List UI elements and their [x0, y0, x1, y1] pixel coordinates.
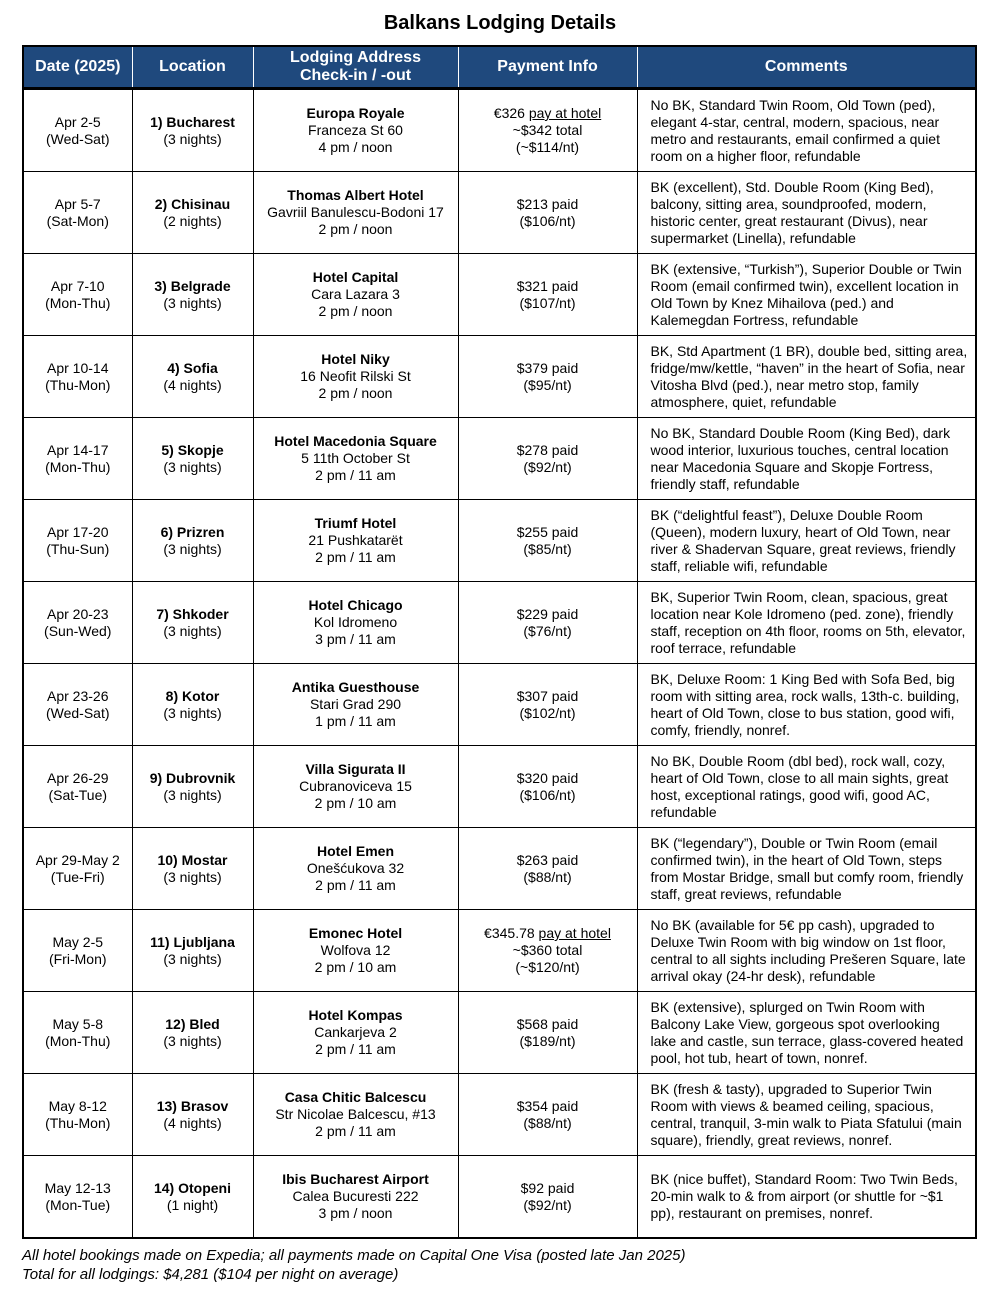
- lodging-cell: [253, 254, 458, 336]
- date-cell: [24, 336, 132, 418]
- hotel-address: Cankarjeva 2: [314, 1024, 397, 1040]
- checkin-checkout: 1 pm / 11 am: [315, 713, 396, 729]
- checkin-checkout: 2 pm / 10 am: [314, 795, 397, 811]
- payment-detail: ($189/nt): [519, 1032, 576, 1049]
- nights-count: (3 nights): [163, 294, 222, 311]
- weekday-range: (Mon-Tue): [45, 1196, 111, 1213]
- table-row: [24, 336, 975, 418]
- payment-cell: [458, 254, 637, 336]
- hotel-address: Stari Grad 290: [309, 696, 402, 712]
- nights-count: (1 night): [166, 1196, 219, 1213]
- hotel-address: Calea Bucuresti 222: [292, 1188, 419, 1204]
- weekday-range: (Wed-Sat): [45, 130, 110, 147]
- pay-at-hotel-note: pay at hotel: [538, 925, 611, 941]
- date-cell: [24, 746, 132, 828]
- payment-cell: [458, 418, 637, 500]
- location-name: 10) Mostar: [157, 851, 228, 868]
- date-range: May 2-5: [52, 933, 104, 950]
- header-lodging: [253, 47, 458, 89]
- date-cell: [24, 254, 132, 336]
- payment-detail: ($107/nt): [519, 294, 576, 311]
- payment-detail: ($106/nt): [519, 786, 576, 803]
- hotel-address: 5 11th October St: [301, 450, 410, 466]
- weekday-range: (Sat-Tue): [48, 786, 108, 803]
- payment-amount-line: [463, 105, 633, 122]
- table-row: [24, 254, 975, 336]
- table-row: [24, 664, 975, 746]
- location-cell: [132, 828, 253, 910]
- payment-amount-line: [463, 524, 633, 541]
- payment-amount-line: [463, 770, 633, 787]
- lodging-cell: [253, 828, 458, 910]
- hotel-address: Kol Idromeno: [313, 614, 398, 630]
- location-cell: [132, 746, 253, 828]
- location-name: 5) Skopje: [161, 441, 224, 458]
- page-title: Balkans Lodging Details: [383, 12, 617, 34]
- location-cell: [132, 910, 253, 992]
- payment-detail: ($102/nt): [519, 704, 576, 721]
- date-cell: [24, 582, 132, 664]
- payment-amount-line: [463, 1098, 633, 1115]
- payment-amount: $278 paid: [516, 441, 579, 458]
- payment-cell: [458, 89, 637, 172]
- nights-count: (3 nights): [163, 868, 222, 885]
- header-date: Date (2025): [24, 47, 132, 89]
- comments-cell: No BK, Standard Twin Room, Old Town (ped), elegant 4-star, central, modern, spacious, near metro and restaurants, email confirmed a quiet room on a higher floor, refundable: [637, 89, 975, 172]
- lodging-cell: [253, 1074, 458, 1156]
- hotel-name: Casa Chitic Balcescu: [284, 1089, 427, 1105]
- payment-detail: ~$360 total: [512, 942, 583, 958]
- location-name: 11) Ljubljana: [150, 933, 235, 950]
- checkin-checkout: 3 pm / noon: [318, 1205, 393, 1221]
- location-cell: [132, 418, 253, 500]
- location-cell: [132, 500, 253, 582]
- date-range: Apr 20-23: [47, 605, 109, 622]
- payment-cell: [458, 172, 637, 254]
- lodging-cell: [253, 89, 458, 172]
- payment-amount: $320 paid: [516, 769, 579, 786]
- comments-cell: BK (nice buffet), Standard Room: Two Twin Beds, 20-min walk to & from airport (or shuttle for ~$1 pp), restaurant on premises, nonref.: [637, 1156, 975, 1238]
- payment-cell: [458, 746, 637, 828]
- hotel-address: Gavriil Banulescu-Bodoni 17: [267, 204, 444, 220]
- pay-at-hotel-note: pay at hotel: [528, 105, 602, 121]
- nights-count: (3 nights): [163, 786, 222, 803]
- footer-line-1: All hotel bookings made on Expedia; all payments made on Capital One Visa (posted late Jan 2025): [22, 1247, 686, 1264]
- date-cell: [24, 172, 132, 254]
- date-range: May 12-13: [44, 1179, 111, 1196]
- date-range: Apr 10-14: [47, 359, 109, 376]
- hotel-name: Hotel Macedonia Square: [274, 433, 437, 449]
- hotel-address: Cara Lazara 3: [311, 286, 400, 302]
- lodging-cell: [253, 910, 458, 992]
- weekday-range: (Mon-Thu): [45, 294, 111, 311]
- checkin-checkout: 2 pm / noon: [318, 385, 393, 401]
- table-row: [24, 89, 975, 172]
- comments-cell: BK (excellent), Std. Double Room (King Bed), balcony, sitting area, soundproofed, modern, historic center, great restaurant (Divus), near supermarket (Linella), refundable: [637, 172, 975, 254]
- payment-cell: [458, 582, 637, 664]
- location-cell: [132, 582, 253, 664]
- weekday-range: (Tue-Fri): [50, 868, 105, 885]
- nights-count: (3 nights): [163, 950, 222, 967]
- payment-amount: €326: [493, 105, 525, 121]
- hotel-name: Emonec Hotel: [308, 925, 403, 941]
- payment-detail: ($88/nt): [523, 868, 572, 885]
- nights-count: (2 nights): [163, 212, 222, 229]
- hotel-name: Triumf Hotel: [314, 515, 397, 531]
- table-row: [24, 500, 975, 582]
- payment-amount: €345.78: [484, 925, 535, 941]
- table-row: [24, 910, 975, 992]
- checkin-checkout: 2 pm / 11 am: [315, 877, 396, 893]
- checkin-checkout: 3 pm / 11 am: [315, 631, 396, 647]
- payment-amount: $213 paid: [516, 195, 579, 212]
- payment-detail: ($92/nt): [523, 1196, 572, 1213]
- lodging-cell: [253, 746, 458, 828]
- payment-cell: [458, 1074, 637, 1156]
- payment-detail: ($88/nt): [523, 1114, 572, 1131]
- date-cell: [24, 418, 132, 500]
- payment-amount-line: [463, 925, 633, 942]
- header-lodging-line1: Lodging Address: [290, 49, 421, 66]
- checkin-checkout: 2 pm / 11 am: [315, 1041, 396, 1057]
- date-cell: [24, 500, 132, 582]
- payment-detail: ~$342 total: [512, 122, 583, 138]
- hotel-name: Hotel Kompas: [308, 1007, 403, 1023]
- payment-amount: $229 paid: [516, 605, 579, 622]
- payment-per-night: (~$120/nt): [515, 959, 580, 975]
- date-range: Apr 26-29: [47, 769, 109, 786]
- table-row: [24, 828, 975, 910]
- hotel-address: Str Nicolae Balcescu, #13: [275, 1106, 436, 1122]
- checkin-checkout: 2 pm / noon: [318, 221, 393, 237]
- weekday-range: (Thu-Sun): [46, 540, 110, 557]
- payment-amount: $321 paid: [516, 277, 579, 294]
- hotel-address: Wolfova 12: [320, 942, 391, 958]
- payment-detail: ($92/nt): [523, 458, 572, 475]
- date-cell: [24, 992, 132, 1074]
- checkin-checkout: 2 pm / noon: [318, 303, 393, 319]
- checkin-checkout: 2 pm / 11 am: [315, 467, 396, 483]
- lodging-cell: [253, 418, 458, 500]
- lodging-cell: [253, 582, 458, 664]
- payment-cell: [458, 910, 637, 992]
- payment-amount: $307 paid: [516, 687, 579, 704]
- payment-amount-line: [463, 852, 633, 869]
- payment-amount: $568 paid: [516, 1015, 579, 1032]
- payment-amount-line: [463, 688, 633, 705]
- location-name: 1) Bucharest: [150, 113, 235, 130]
- hotel-name: Ibis Bucharest Airport: [282, 1171, 429, 1187]
- comments-cell: BK, Deluxe Room: 1 King Bed with Sofa Bed, big room with sitting area, rock walls, 13th-c. building, heart of Old Town, close to bus station, good wifi, comfy, friendly, nonref.: [637, 664, 975, 746]
- payment-amount-line: [463, 196, 633, 213]
- weekday-range: (Fri-Mon): [48, 950, 107, 967]
- location-cell: [132, 336, 253, 418]
- payment-cell: [458, 336, 637, 418]
- payment-amount-line: [463, 360, 633, 377]
- payment-amount: $379 paid: [516, 359, 579, 376]
- date-cell: [24, 664, 132, 746]
- comments-cell: No BK, Double Room (dbl bed), rock wall, cozy, heart of Old Town, close to all main sights, great host, exceptional ratings, good wifi, good AC, refundable: [637, 746, 975, 828]
- lodging-cell: [253, 500, 458, 582]
- payment-detail: ($106/nt): [519, 212, 576, 229]
- checkin-checkout: 2 pm / 10 am: [314, 959, 397, 975]
- comments-cell: BK (“delightful feast”), Deluxe Double Room (Queen), modern luxury, heart of Old Town, near river & Shadervan Square, great reviews, friendly staff, reliable wifi, refundable: [637, 500, 975, 582]
- table-row: [24, 1074, 975, 1156]
- payment-amount: $92 paid: [520, 1179, 575, 1196]
- location-name: 4) Sofia: [167, 359, 218, 376]
- location-cell: [132, 992, 253, 1074]
- location-cell: [132, 89, 253, 172]
- nights-count: (3 nights): [163, 130, 222, 147]
- footer-line-2: Total for all lodgings: $4,281 ($104 per night on average): [22, 1266, 399, 1283]
- payment-amount-line: [463, 278, 633, 295]
- date-range: Apr 5-7: [54, 195, 101, 212]
- date-cell: [24, 1156, 132, 1238]
- table-row: [24, 1156, 975, 1238]
- date-cell: [24, 910, 132, 992]
- location-cell: [132, 172, 253, 254]
- payment-detail: ($85/nt): [523, 540, 572, 557]
- checkin-checkout: 2 pm / 11 am: [315, 1123, 396, 1139]
- payment-detail: ($95/nt): [523, 376, 572, 393]
- nights-count: (3 nights): [163, 458, 222, 475]
- table-row: [24, 172, 975, 254]
- payment-amount-line: [463, 1180, 633, 1197]
- comments-cell: No BK (available for 5€ pp cash), upgraded to Deluxe Twin Room with big window on 1st floor, central to all sights including Prešeren Square, late arrival okay (24-hr desk), refundable: [637, 910, 975, 992]
- weekday-range: (Sun-Wed): [44, 622, 112, 639]
- date-range: Apr 2-5: [54, 113, 101, 130]
- payment-detail: ($76/nt): [523, 622, 572, 639]
- comments-cell: BK (fresh & tasty), upgraded to Superior Twin Room with views & beamed ceiling, spacious, central, tranquil, 3-min walk to Piata Sfatului (main square), friendly, great reviews, nonref.: [637, 1074, 975, 1156]
- hotel-name: Hotel Emen: [316, 843, 394, 859]
- payment-amount: $263 paid: [516, 851, 579, 868]
- location-cell: [132, 1074, 253, 1156]
- hotel-name: Hotel Chicago: [308, 597, 403, 613]
- nights-count: (4 nights): [163, 1114, 222, 1131]
- hotel-address: Cubranoviceva 15: [299, 778, 412, 794]
- payment-amount: $354 paid: [516, 1097, 579, 1114]
- hotel-name: Europa Royale: [306, 105, 405, 121]
- payment-amount-line: [463, 442, 633, 459]
- hotel-name: Thomas Albert Hotel: [287, 187, 424, 203]
- payment-cell: [458, 500, 637, 582]
- location-name: 9) Dubrovnik: [149, 769, 236, 786]
- hotel-name: Antika Guesthouse: [291, 679, 420, 695]
- checkin-checkout: 4 pm / noon: [318, 139, 393, 155]
- hotel-address: Onešćukova 32: [306, 860, 405, 876]
- payment-cell: [458, 828, 637, 910]
- date-cell: [24, 1074, 132, 1156]
- location-name: 14) Otopeni: [153, 1179, 231, 1196]
- location-name: 13) Brasov: [156, 1097, 229, 1114]
- weekday-range: (Mon-Thu): [45, 458, 111, 475]
- header-lodging-line2: Check-in / -out: [299, 67, 412, 84]
- table-row: [24, 418, 975, 500]
- weekday-range: (Thu-Mon): [45, 1114, 111, 1131]
- lodging-cell: [253, 1156, 458, 1238]
- lodging-cell: [253, 992, 458, 1074]
- nights-count: (3 nights): [163, 540, 222, 557]
- location-name: 8) Kotor: [165, 687, 220, 704]
- location-cell: [132, 254, 253, 336]
- payment-per-night: (~$114/nt): [515, 139, 580, 155]
- hotel-address: 21 Pushkatarët: [308, 532, 403, 548]
- table-row: [24, 746, 975, 828]
- lodging-cell: [253, 664, 458, 746]
- nights-count: (4 nights): [163, 376, 222, 393]
- payment-cell: [458, 992, 637, 1074]
- header-location: Location: [132, 47, 253, 89]
- comments-cell: BK, Superior Twin Room, clean, spacious, great location near Kole Idromeno (ped. zone), friendly staff, reception on 4th floor, rooms on 5th, elevator, roof terrace, refundable: [637, 582, 975, 664]
- comments-cell: BK (extensive, “Turkish”), Superior Double or Twin Room (email confirmed twin), excellent location in Old Town by Knez Mihailova (ped.) and Kalemegdan Fortress, refundable: [637, 254, 975, 336]
- date-range: Apr 14-17: [47, 441, 109, 458]
- weekday-range: (Sat-Mon): [46, 212, 109, 229]
- nights-count: (3 nights): [163, 622, 222, 639]
- date-cell: [24, 828, 132, 910]
- location-name: 12) Bled: [165, 1015, 220, 1032]
- table-row: [24, 992, 975, 1074]
- location-cell: [132, 664, 253, 746]
- header-payment: Payment Info: [458, 47, 637, 89]
- payment-cell: [458, 1156, 637, 1238]
- hotel-address: 16 Neofit Rilski St: [300, 368, 411, 384]
- checkin-checkout: 2 pm / 11 am: [315, 549, 396, 565]
- lodging-table: [22, 45, 977, 1239]
- nights-count: (3 nights): [163, 704, 222, 721]
- comments-cell: BK (extensive), splurged on Twin Room with Balcony Lake View, gorgeous spot overlooking lake and castle, sun terrace, glass-covered heated pool, hot tub, heart of town, nonref.: [637, 992, 975, 1074]
- weekday-range: (Thu-Mon): [45, 376, 111, 393]
- hotel-name: Hotel Capital: [312, 269, 399, 285]
- payment-cell: [458, 664, 637, 746]
- date-range: May 8-12: [48, 1097, 107, 1114]
- table-header-row: [24, 47, 975, 89]
- comments-cell: No BK, Standard Double Room (King Bed), dark wood interior, luxurious touches, central location near Macedonia Square and Skopje Fortress, friendly staff, refundable: [637, 418, 975, 500]
- payment-amount-line: [463, 606, 633, 623]
- header-comments: Comments: [637, 47, 975, 89]
- date-range: Apr 7-10: [50, 277, 105, 294]
- date-cell: [24, 89, 132, 172]
- comments-cell: BK, Std Apartment (1 BR), double bed, sitting area, fridge/mw/kettle, “haven” in the heart of Sofia, near Vitosha Blvd (ped.), near metro stop, family atmosphere, quiet, refundable: [637, 336, 975, 418]
- nights-count: (3 nights): [163, 1032, 222, 1049]
- location-cell: [132, 1156, 253, 1238]
- hotel-address: Franceza St 60: [308, 122, 403, 138]
- comments-cell: BK (“legendary”), Double or Twin Room (email confirmed twin), in the heart of Old Town, steps from Mostar Bridge, small but comfy room, friendly staff, great reviews, refundable: [637, 828, 975, 910]
- date-range: Apr 23-26: [47, 687, 109, 704]
- lodging-cell: [253, 336, 458, 418]
- hotel-name: Villa Sigurata II: [305, 761, 406, 777]
- location-name: 6) Prizren: [160, 523, 225, 540]
- weekday-range: (Wed-Sat): [45, 704, 110, 721]
- location-name: 7) Shkoder: [156, 605, 229, 622]
- location-name: 3) Belgrade: [154, 277, 231, 294]
- date-range: Apr 29-May 2: [35, 851, 120, 868]
- date-range: May 5-8: [52, 1015, 104, 1032]
- location-name: 2) Chisinau: [154, 195, 231, 212]
- table-row: [24, 582, 975, 664]
- payment-amount-line: [463, 1016, 633, 1033]
- weekday-range: (Mon-Thu): [45, 1032, 111, 1049]
- payment-amount: $255 paid: [516, 523, 579, 540]
- hotel-name: Hotel Niky: [321, 351, 390, 367]
- footer-notes: [22, 1246, 685, 1284]
- date-range: Apr 17-20: [47, 523, 109, 540]
- lodging-cell: [253, 172, 458, 254]
